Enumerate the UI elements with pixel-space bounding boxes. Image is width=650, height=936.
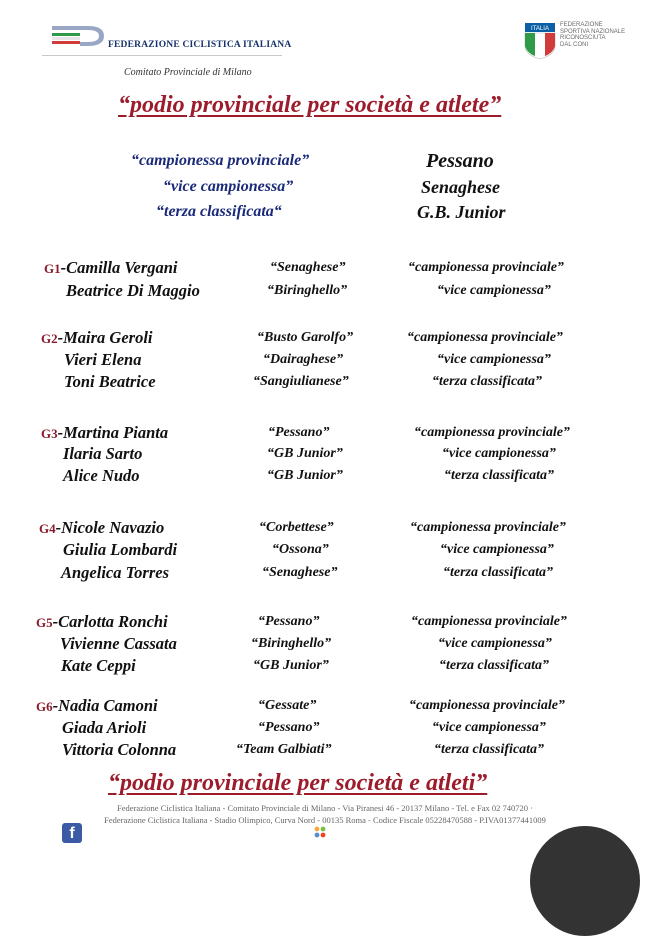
athlete-team: “Team Galbiati” xyxy=(236,742,332,757)
athlete-name: Alice Nudo xyxy=(63,466,140,485)
athlete-team: “GB Junior” xyxy=(267,446,343,461)
group-g3-row xyxy=(41,423,168,443)
athlete-team: “Corbettese” xyxy=(259,520,334,535)
athlete-name: Toni Beatrice xyxy=(64,372,156,391)
coni-line: FEDERAZIONE xyxy=(560,22,603,28)
athlete-name: Vivienne Cassata xyxy=(60,634,177,653)
athlete-name: Vieri Elena xyxy=(64,350,142,369)
athlete-place: “campionessa provinciale” xyxy=(410,520,566,535)
athlete-name: Kate Ceppi xyxy=(61,656,136,675)
athlete-name: -Martina Pianta xyxy=(57,423,169,442)
group-g4-row xyxy=(39,518,164,538)
athlete-name: Giada Arioli xyxy=(62,718,147,737)
athlete-name: -Nadia Camoni xyxy=(52,696,158,715)
athlete-place: “campionessa provinciale” xyxy=(407,330,563,345)
athlete-place: “vice campionessa” xyxy=(432,720,546,735)
joomla-icon[interactable] xyxy=(314,826,326,838)
athlete-team: “Biringhello” xyxy=(267,283,348,298)
athlete-name: -Maira Geroli xyxy=(57,328,153,347)
coni-line: RICONOSCIUTA xyxy=(560,35,606,41)
athlete-place: “vice campionessa” xyxy=(440,542,554,557)
society-team: Pessano xyxy=(426,150,494,172)
athlete-place: “campionessa provinciale” xyxy=(408,260,564,275)
facebook-icon[interactable]: f xyxy=(62,823,82,843)
society-team: Senaghese xyxy=(421,177,501,197)
group-tag: G3 xyxy=(41,426,58,441)
fci-logo xyxy=(50,20,110,52)
athlete-team: “Dairaghese” xyxy=(263,352,344,367)
athlete-team: “Pessano” xyxy=(258,614,320,629)
floating-action-button[interactable] xyxy=(530,826,640,936)
group-g5-row xyxy=(36,612,168,632)
footer-address-line: Federazione Ciclistica Italiana - Stadio Olimpico, Curva Nord - 00135 Roma - Codice Fiscale 05228470588 - P.IVA01377441009 xyxy=(104,815,546,825)
athlete-place: “campionessa provinciale” xyxy=(411,614,567,629)
athlete-place: “terza classificata” xyxy=(439,658,550,673)
athlete-team: “Ossona” xyxy=(272,542,329,557)
page-subtitle: “podio provinciale per società e atleti” xyxy=(108,770,488,796)
group-tag: G4 xyxy=(39,521,56,536)
group-tag: G1 xyxy=(44,261,61,276)
group-g1-row xyxy=(44,258,178,278)
athlete-team: “Biringhello” xyxy=(251,636,332,651)
athlete-place: “terza classificata” xyxy=(432,374,543,389)
page-title: “podio provinciale per società e atlete” xyxy=(118,92,502,118)
coni-line: SPORTIVA NAZIONALE xyxy=(560,28,626,35)
athlete-team: “Senaghese” xyxy=(262,565,338,580)
society-place-label: “campionessa provinciale” xyxy=(131,152,310,169)
athlete-place: “campionessa provinciale” xyxy=(409,698,565,713)
athlete-team: “Busto Garolfo” xyxy=(257,330,354,345)
society-team: G.B. Junior xyxy=(417,202,506,222)
comitato-label: Comitato Provinciale di Milano xyxy=(124,67,252,78)
group-tag: G2 xyxy=(41,331,58,346)
athlete-team: “Pessano” xyxy=(258,720,320,735)
group-tag: G6 xyxy=(36,699,53,714)
athlete-name: Angelica Torres xyxy=(61,563,170,582)
group-g2-row xyxy=(41,328,153,348)
athlete-place: “terza classificata” xyxy=(434,742,545,757)
footer-address-line: Federazione Ciclistica Italiana - Comitato Provinciale di Milano - Via Piranesi 46 - 20137 Milano - Tel. e Fax 02 740720 · xyxy=(117,803,533,813)
athlete-name: -Nicole Navazio xyxy=(55,518,165,537)
coni-shield-icon xyxy=(524,22,556,60)
group-g6-row xyxy=(36,696,158,716)
federation-name: FEDERAZIONE CICLISTICA ITALIANA xyxy=(108,40,292,50)
athlete-name: Ilaria Sarto xyxy=(63,444,143,463)
athlete-team: “Pessano” xyxy=(268,425,330,440)
athlete-team: “GB Junior” xyxy=(253,658,329,673)
header-divider xyxy=(42,55,282,56)
society-place-label: “vice campionessa” xyxy=(163,178,294,195)
athlete-place: “vice campionessa” xyxy=(437,283,551,298)
coni-line: DAL CONI xyxy=(560,41,589,48)
athlete-name: -Carlotta Ronchi xyxy=(52,612,168,631)
coni-recognition-text xyxy=(560,22,625,48)
athlete-place: “vice campionessa” xyxy=(442,446,556,461)
athlete-place: “vice campionessa” xyxy=(437,352,551,367)
athlete-name: Beatrice Di Maggio xyxy=(66,281,200,300)
athlete-team: “Gessate” xyxy=(258,698,317,713)
athlete-name: Giulia Lombardi xyxy=(63,540,178,559)
athlete-place: “terza classificata” xyxy=(444,468,555,483)
coni-badge-text: ITALIA xyxy=(531,26,549,32)
athlete-team: “Sangiulianese” xyxy=(253,374,349,389)
athlete-place: “terza classificata” xyxy=(443,565,554,580)
athlete-team: “Senaghese” xyxy=(270,260,346,275)
athlete-place: “vice campionessa” xyxy=(438,636,552,651)
athlete-place: “campionessa provinciale” xyxy=(414,425,570,440)
athlete-name: -Camilla Vergani xyxy=(60,258,178,277)
society-place-label: “terza classificata“ xyxy=(156,203,282,220)
group-tag: G5 xyxy=(36,615,53,630)
athlete-name: Vittoria Colonna xyxy=(62,740,177,759)
athlete-team: “GB Junior” xyxy=(267,468,343,483)
